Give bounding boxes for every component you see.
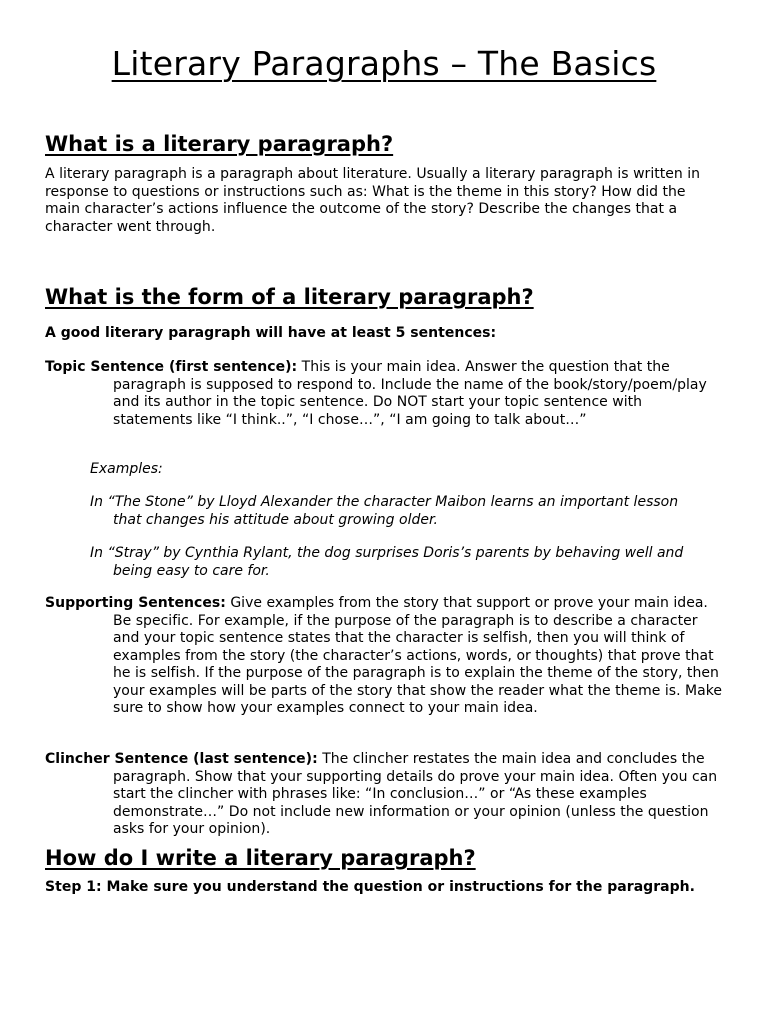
topic-sentence-text: This is your main idea. Answer the question that the paragraph is supposed to respond to. Include the name of the book/story/poem/play and its author in the topic sentence. Do NOT start your topic sentence with statements like “I think..”, “I chose…”, “I am going to talk about…” — [113, 359, 707, 428]
form-intro: A good literary paragraph will have at least 5 sentences: — [45, 325, 497, 341]
section-heading-form: What is the form of a literary paragraph? — [45, 285, 534, 309]
example-2: In “Stray” by Cynthia Rylant, the dog surprises Doris’s parents by behaving well and being easy to care for. — [90, 545, 684, 579]
section-heading-how-to-write: How do I write a literary paragraph? — [45, 846, 476, 870]
document-title: Literary Paragraphs – The Basics — [111, 44, 657, 83]
step-1: Step 1: Make sure you understand the question or instructions for the paragraph. — [45, 879, 695, 895]
topic-sentence-paragraph — [45, 359, 725, 429]
section-heading-what-is: What is a literary paragraph? — [45, 132, 394, 156]
examples-label: Examples: — [90, 461, 163, 477]
example-1: In “The Stone” by Lloyd Alexander the character Maibon learns an important lesson that changes his attitude about growing older. — [90, 494, 679, 528]
clincher-sentence-paragraph — [45, 751, 725, 839]
supporting-sentences-label: Supporting Sentences: — [45, 595, 226, 611]
clincher-sentence-label: Clincher Sentence (last sentence): — [45, 751, 318, 767]
clincher-sentence-text: The clincher restates the main idea and concludes the paragraph. Show that your supporting details do prove your main idea. Often you can start the clincher with phrases like: “In conclusion…” or “As these examples demonstrate…” Do not include new information or your opinion (unless the question asks for your opinion). — [113, 751, 718, 837]
intro-paragraph: A literary paragraph is a paragraph about literature. Usually a literary paragraph is written in response to questions or instructions such as: What is the theme in this story? How did the main character’s actions influence the outcome of the story? Describe the changes that a character went through. — [45, 166, 701, 235]
supporting-sentences-paragraph — [45, 595, 725, 718]
supporting-sentences-text: Give examples from the story that support or prove your main idea. Be specific. For example, if the purpose of the paragraph is to describe a character and your topic sentence states that the character is selfish, then you will think of examples from the story (the character’s actions, words, or thoughts) that prove that he is selfish. If the purpose of the paragraph is to explain the theme of the story, then your examples will be parts of the story that show the reader what the theme is. Make sure to show how your examples connect to your main idea. — [113, 595, 723, 716]
topic-sentence-label: Topic Sentence (first sentence): — [45, 359, 298, 375]
